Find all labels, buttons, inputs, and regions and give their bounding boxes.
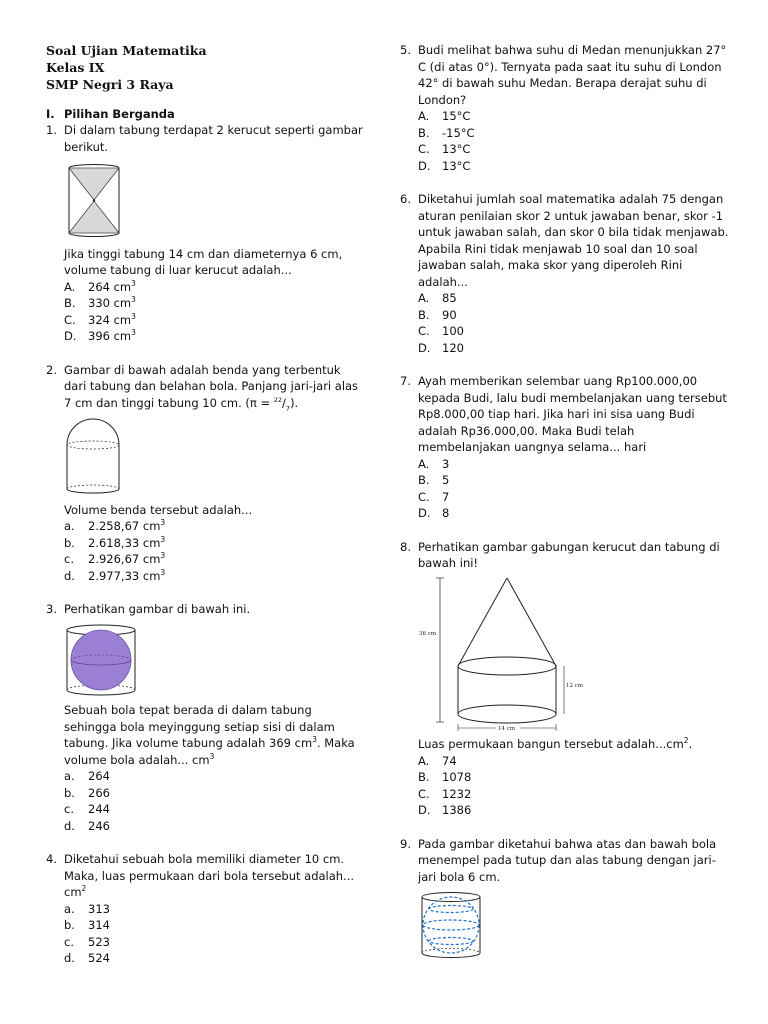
question-text: Budi melihat bahwa suhu di Medan menunjukkan 27° C (di atas 0°). Ternyata pada saat itu suhu di London 42° di bawah suhu Medan. Berapa derajat suhu di London? bbox=[418, 43, 727, 107]
question-text: Diketahui sebuah bola memiliki diameter 10 cm. Maka, luas permukaan dari bola tersebut adalah... $cm^2$ bbox=[64, 852, 355, 899]
option-d[interactable]: d. 246 bbox=[64, 818, 110, 833]
question-number: 5. bbox=[400, 43, 411, 57]
option-a[interactable]: A. 3 bbox=[418, 456, 450, 471]
question-5 bbox=[400, 42, 730, 174]
question-number: 7. bbox=[400, 374, 411, 388]
side-label: 12 cm bbox=[566, 682, 584, 689]
option-b[interactable]: b. 314 bbox=[64, 918, 110, 932]
question-text: Gambar di bawah adalah benda yang terbentuk dari tabung dan belahan bola. Panjang jari-jari alas 7 cm dan tinggi tabung 10 cm. $(\pi = ^{22}/_7)$. bbox=[64, 362, 359, 412]
option-d[interactable]: D. 13°C bbox=[418, 158, 471, 173]
right-column bbox=[400, 42, 730, 966]
option-a[interactable]: A. 15°C bbox=[418, 109, 471, 123]
question-number: 2. bbox=[46, 362, 57, 377]
exam-class: Kelas IX bbox=[46, 60, 105, 75]
option-b[interactable]: b. 266 bbox=[64, 785, 110, 800]
question-text: Ayah memberikan selembar uang Rp100.000,00 kepada Budi, lalu budi membelanjakan uang tersebut Rp8.000,00 tiap hari. Jika hari ini sisa uang Budi adalah Rp36.000,00. Maka Budi telah membelanjakan uangnya selama... hari bbox=[418, 374, 727, 454]
option-b[interactable]: B. 330 $cm^3$ bbox=[64, 295, 136, 310]
section-heading bbox=[46, 106, 364, 122]
figure-cylinder-hemisphere bbox=[46, 417, 364, 502]
question-text: Perhatikan gambar gabungan kerucut dan tabung di bawah ini! bbox=[418, 539, 720, 570]
option-d[interactable]: D. 396 $cm^3$ bbox=[64, 328, 136, 343]
section-title: Pilihan Berganda bbox=[64, 107, 175, 121]
option-d[interactable]: D. 8 bbox=[418, 506, 450, 520]
question-3 bbox=[46, 601, 364, 834]
question-1 bbox=[46, 122, 364, 345]
section-number: I. bbox=[46, 107, 55, 121]
option-c[interactable]: C. 13°C bbox=[418, 142, 471, 156]
question-number: 3. bbox=[46, 602, 57, 616]
question-2 bbox=[46, 362, 364, 585]
figure-sphere-in-cylinder bbox=[46, 622, 364, 703]
option-a[interactable]: a. 264 bbox=[64, 769, 110, 783]
question-number: 6. bbox=[400, 192, 411, 206]
option-c[interactable]: c. 2.926,67 $cm^3$ bbox=[64, 551, 166, 566]
option-c[interactable]: c. 523 bbox=[64, 934, 110, 949]
option-c[interactable]: c. 244 bbox=[64, 802, 110, 816]
question-number: 4. bbox=[46, 852, 57, 866]
left-column bbox=[46, 42, 364, 967]
option-c[interactable]: C. 1232 bbox=[418, 786, 472, 801]
question-number: 8. bbox=[400, 539, 411, 554]
figure-cylinder-two-cones bbox=[46, 163, 364, 244]
question-9 bbox=[400, 836, 730, 966]
question-8 bbox=[400, 539, 730, 819]
base-label: 14 cm bbox=[498, 725, 516, 732]
option-c[interactable]: C. 7 bbox=[418, 489, 450, 504]
option-a[interactable]: a. 313 bbox=[64, 901, 110, 916]
question-6 bbox=[400, 191, 730, 356]
exam-title: Soal Ujian Matematika bbox=[46, 43, 207, 58]
figure-cone-on-cylinder bbox=[400, 574, 730, 737]
question-4 bbox=[46, 851, 364, 967]
option-a[interactable]: A. 74 bbox=[418, 753, 457, 768]
option-b[interactable]: b. 2.618,33 $cm^3$ bbox=[64, 534, 166, 550]
option-c[interactable]: C. 100 bbox=[418, 324, 464, 338]
option-b[interactable]: B. 90 bbox=[418, 307, 457, 322]
question-text: Diketahui jumlah soal matematika adalah 75 dengan aturan penilaian skor 2 untuk jawaban benar, skor -1 untuk jawaban salah, dan skor 0 bila tidak menjawab. Apabila Rini tidak menjawab 10 soal dan 10 soal jawaban salah, maka skor yang diperoleh Rini adalah... bbox=[418, 192, 729, 289]
question-body: Luas permukaan bangun tersebut $adalah...cm^2$. bbox=[418, 736, 693, 751]
option-a[interactable]: A. 264 $cm^3$ bbox=[64, 278, 136, 294]
option-c[interactable]: C. 324 $cm^3$ bbox=[64, 311, 136, 327]
question-7 bbox=[400, 373, 730, 522]
option-d[interactable]: d. 2.977,33 $cm^3$ bbox=[64, 567, 166, 583]
option-b[interactable]: B. -15°C bbox=[418, 125, 475, 140]
question-body: Sebuah bola tepat berada di dalam tabung sehingga bola meyinggung setiap sisi di dalam tabung. Jika volume tabung adalah 369 $cm^3$. Maka volume bola adalah... $cm^3$ bbox=[64, 703, 355, 767]
question-body: Jika tinggi tabung 14 cm dan diameternya 6 cm, volume tabung di luar kerucut adalah... bbox=[64, 246, 343, 277]
option-a[interactable]: a. 2.258,67 $cm^3$ bbox=[64, 518, 166, 533]
question-text: Perhatikan gambar di bawah ini. bbox=[64, 602, 251, 616]
option-d[interactable]: D. 1386 bbox=[418, 803, 472, 817]
option-d[interactable]: D. 120 bbox=[418, 340, 464, 355]
option-b[interactable]: B. 1078 bbox=[418, 770, 472, 784]
question-body: Volume benda tersebut adalah... bbox=[64, 502, 253, 517]
question-number: 9. bbox=[400, 836, 411, 851]
option-d[interactable]: d. 524 bbox=[64, 951, 110, 965]
figure-sphere-touching-cylinder bbox=[400, 891, 730, 966]
question-text: Pada gambar diketahui bahwa atas dan bawah bola menempel pada tutup dan alas tabung dengan jari-jari bola 6 cm. bbox=[418, 836, 717, 884]
exam-school: SMP Negri 3 Raya bbox=[46, 77, 174, 92]
height-label: 36 cm bbox=[419, 630, 437, 637]
option-b[interactable]: B. 5 bbox=[418, 473, 450, 487]
question-number: 1. bbox=[46, 123, 57, 137]
option-a[interactable]: A. 85 bbox=[418, 291, 457, 305]
question-text: Di dalam tabung terdapat 2 kerucut seperti gambar berikut. bbox=[64, 123, 363, 154]
